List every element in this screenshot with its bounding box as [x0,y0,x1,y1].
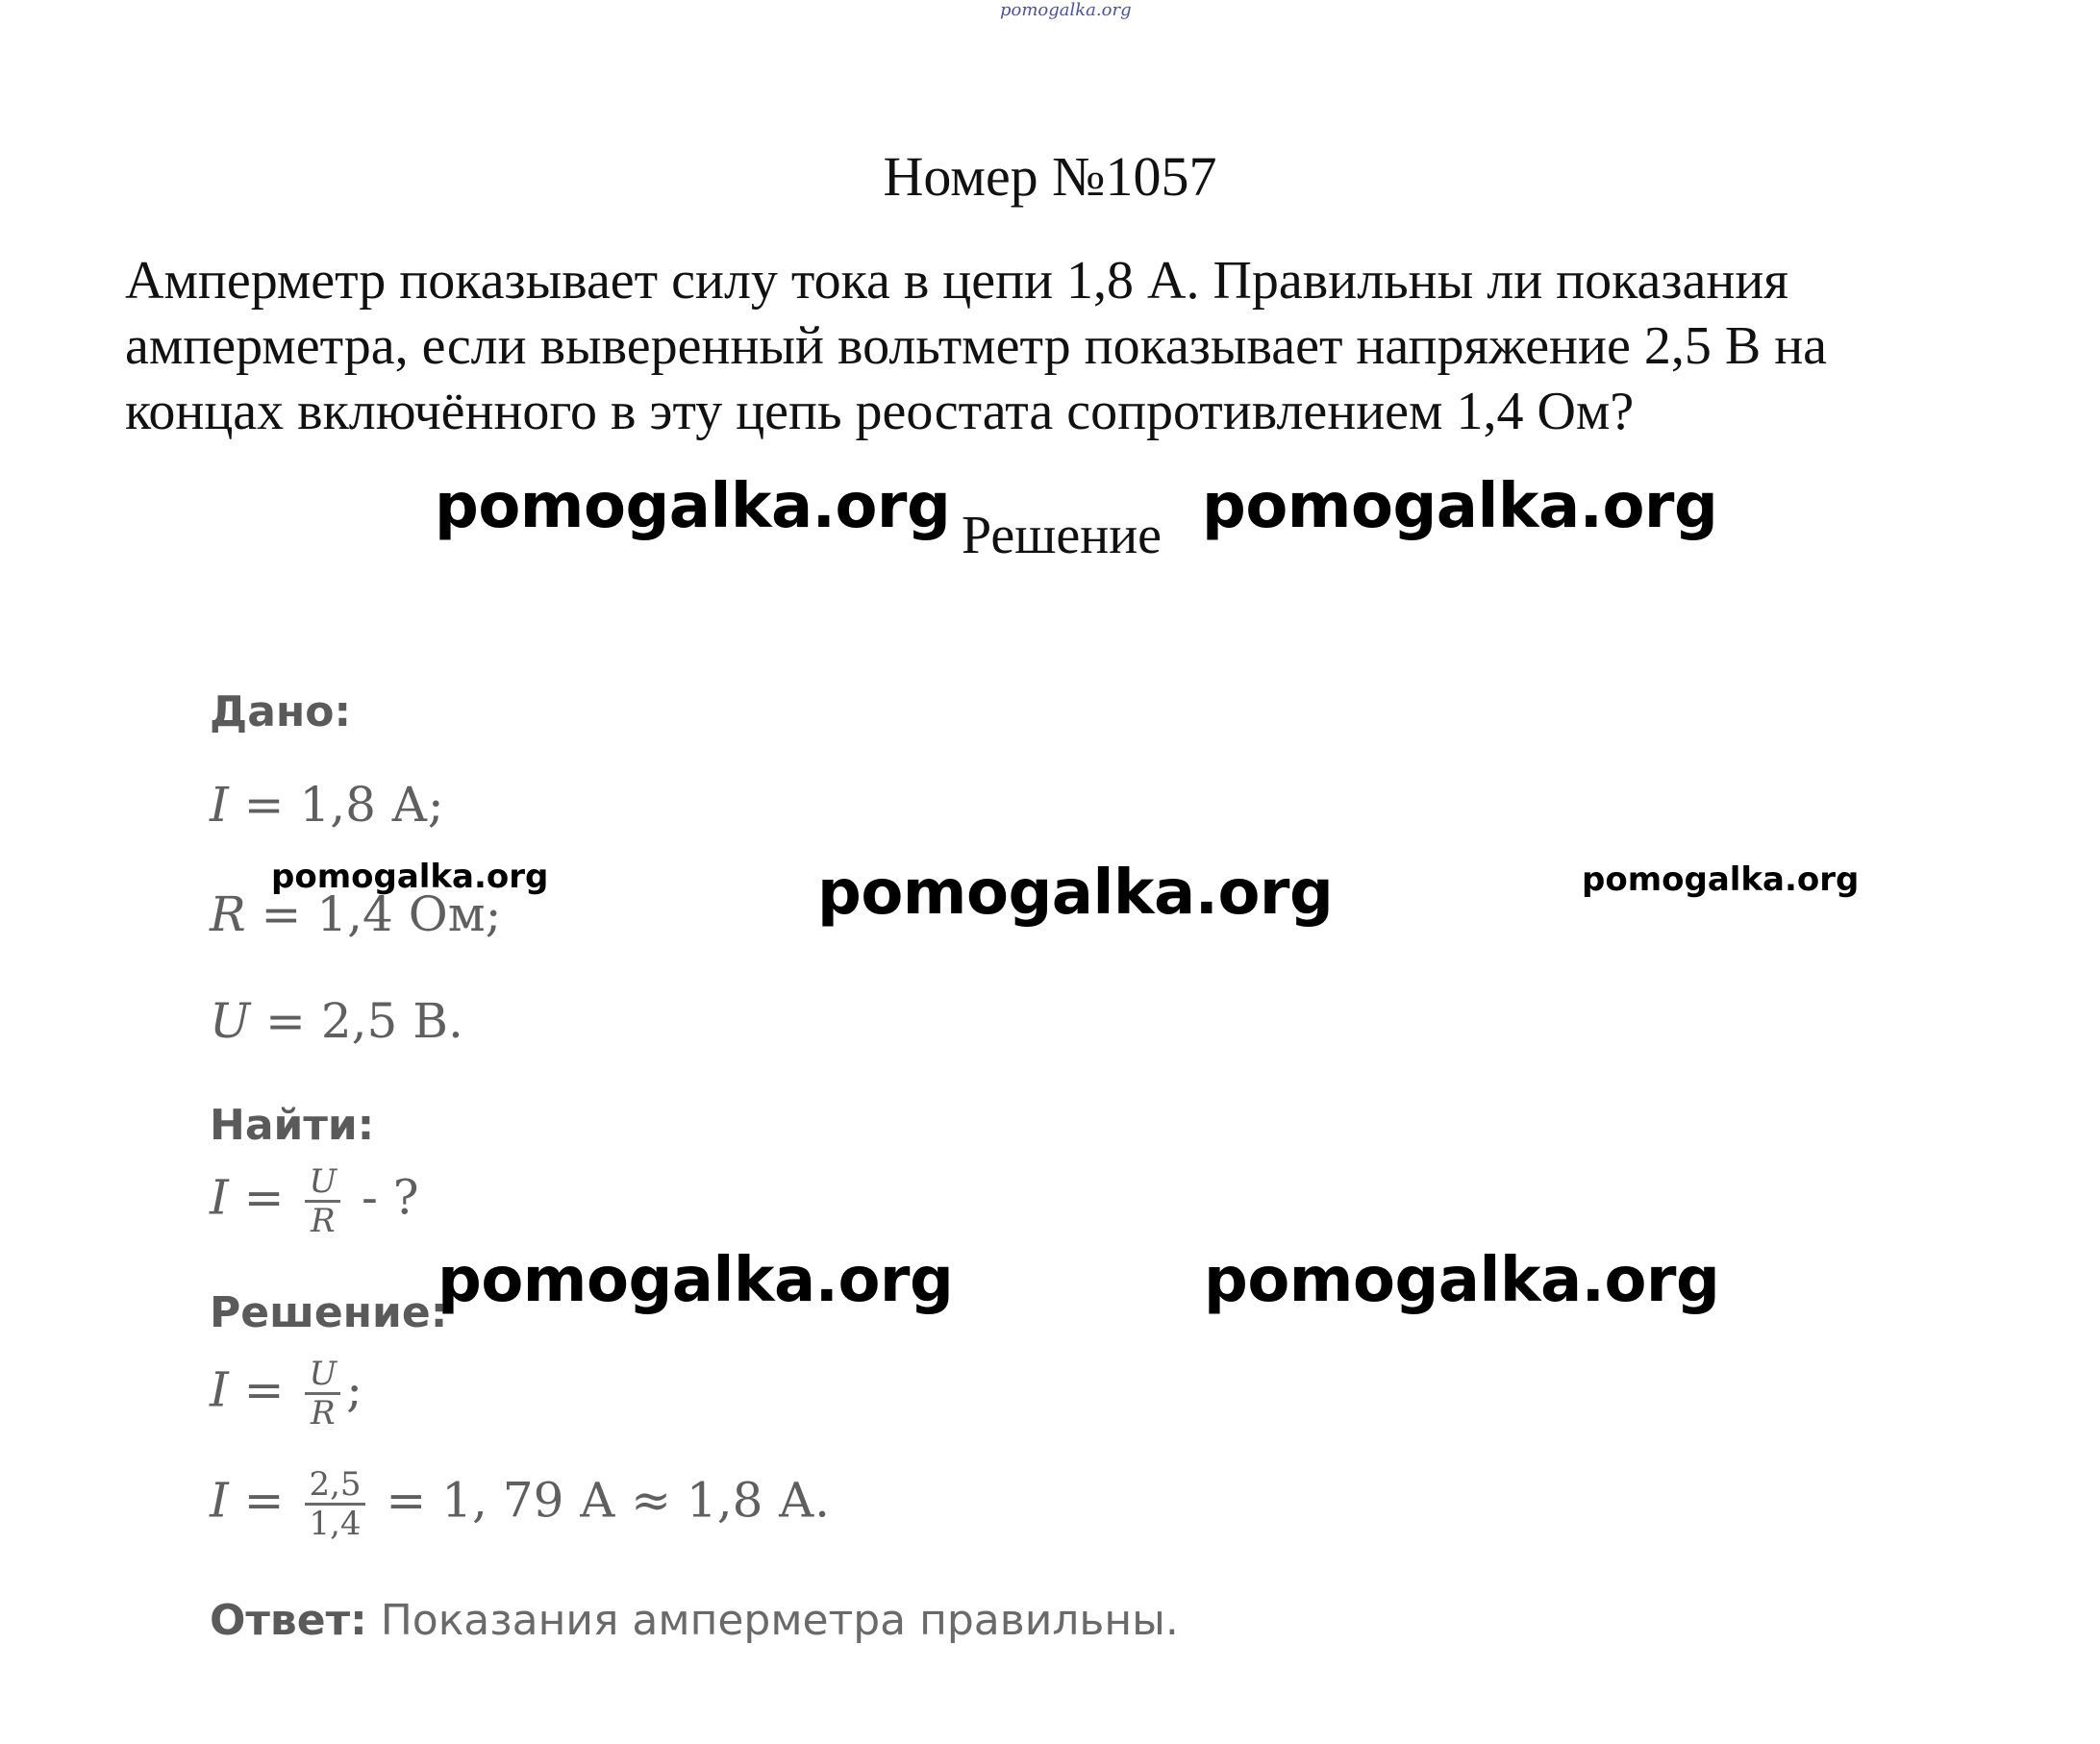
solution-heading: Решение [962,506,1162,565]
watermark: pomogalka.org [435,471,951,542]
page-title: Номер №1057 [883,145,1217,208]
fraction: $\frac{U}{R}$ [305,1356,340,1432]
find-formula: I = $\frac{U}{R}$ - ? [210,1162,419,1240]
fraction: $\frac{2,5}{1,4}$ [305,1466,364,1542]
given-label: Дано: [210,687,352,736]
watermark-top: pomogalka.org [1000,0,1132,20]
answer: Ответ: Показания амперметра правильны. [210,1596,1179,1645]
given-current: I = 1,8 А; [210,777,444,833]
watermark: pomogalka.org [438,1245,954,1316]
problem-line-3: концах включённого в эту цепь реостата сопротивлением 1,4 Ом? [125,382,1635,441]
solution-calculation: I = $\frac{2,5}{1,4}$ = 1, 79 А ≈ 1,8 А. [210,1465,831,1543]
problem-line-2: амперметра, если выверенный вольтметр показывает напряжение 2,5 В на [125,316,1828,376]
given-resistance: R = 1,4 Ом; [210,886,502,942]
given-voltage: U = 2,5 В. [210,993,463,1049]
solution-formula: I = $\frac{U}{R}$ ; [210,1355,362,1433]
watermark: pomogalka.org [1204,1245,1720,1316]
watermark: pomogalka.org [271,858,549,896]
fraction: $\frac{U}{R}$ [305,1163,340,1239]
problem-line-1: Амперметр показывает силу тока в цепи 1,8 А. Правильны ли показания [125,251,1789,311]
solution-label: Решение: [210,1288,448,1337]
watermark: pomogalka.org [1202,471,1718,542]
find-label: Найти: [210,1101,375,1150]
problem-text [125,248,2010,444]
watermark: pomogalka.org [817,858,1334,929]
watermark: pomogalka.org [1582,860,1860,899]
